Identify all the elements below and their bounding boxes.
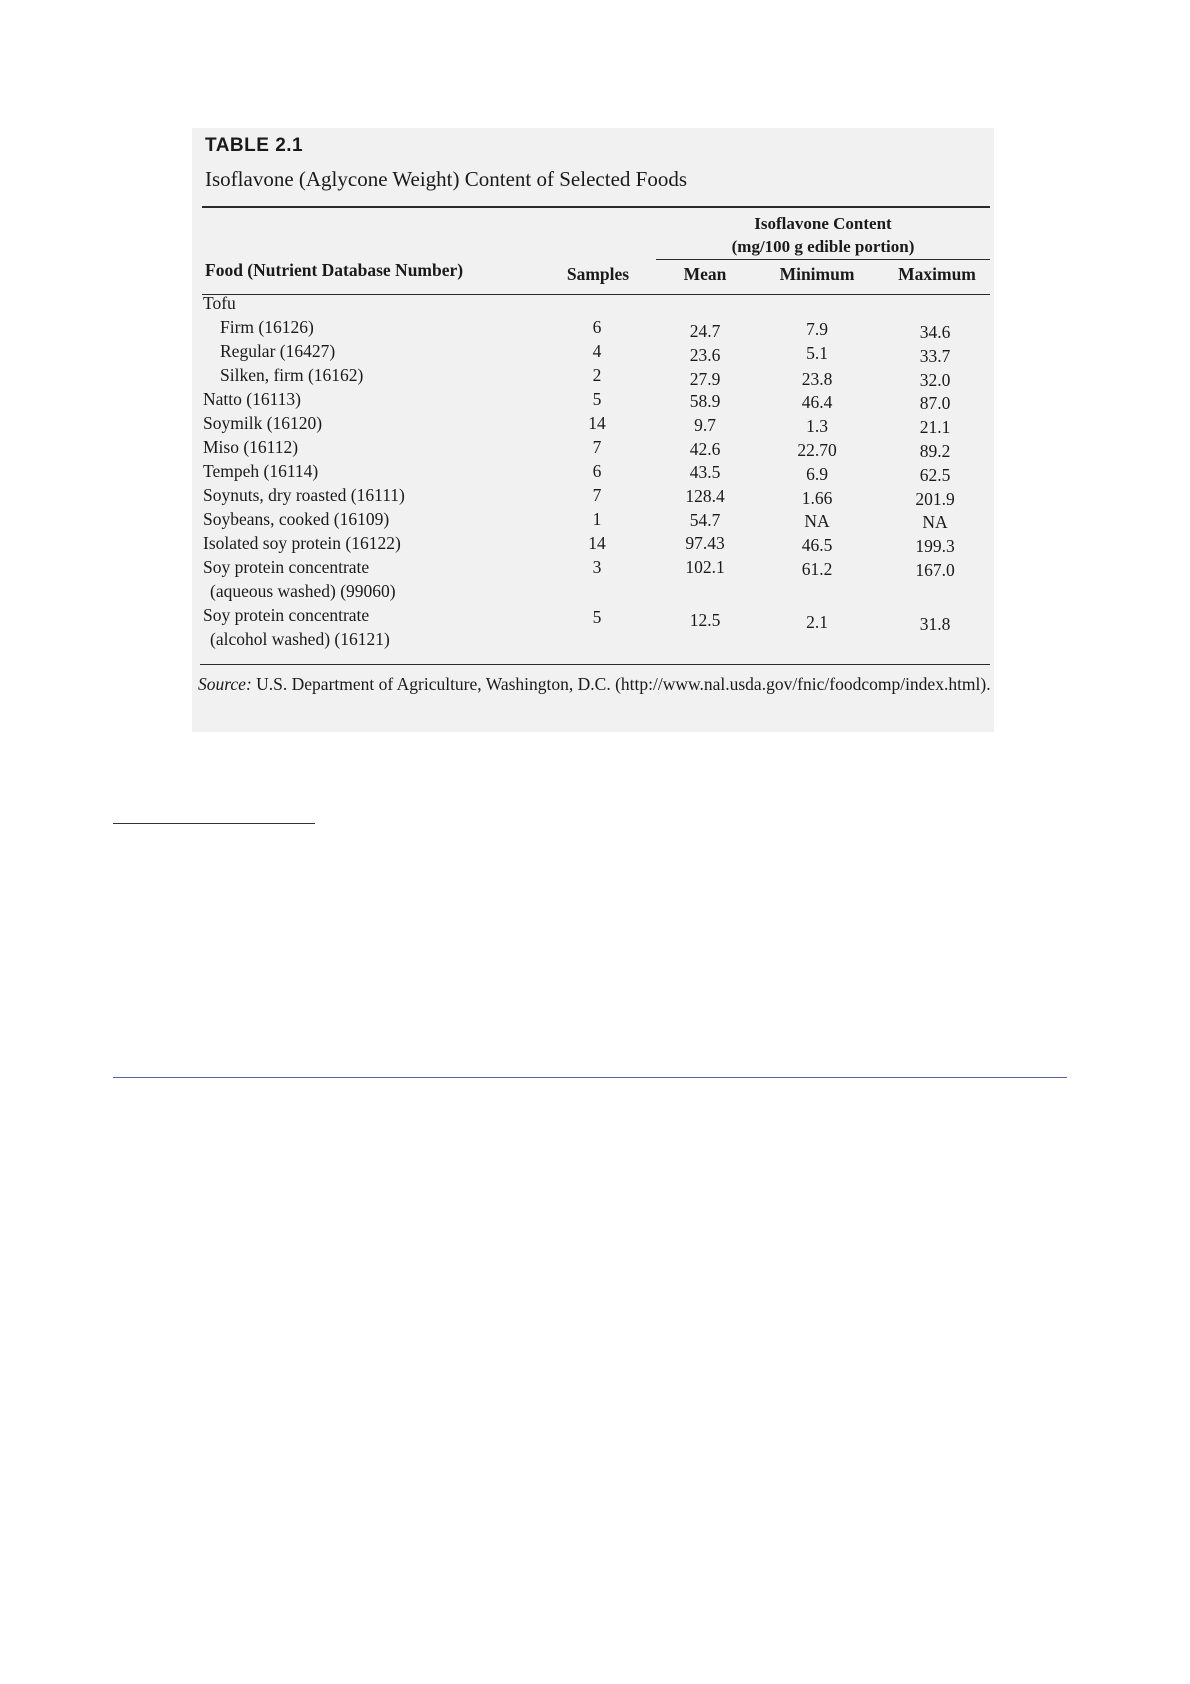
cell-samples: 5 [592,607,602,627]
cell-mean: 12.5 [689,610,721,630]
cell-food: Soybeans, cooked (16109) [203,509,390,529]
table-title: Isoflavone (Aglycone Weight) Content of Selected Foods [205,167,687,191]
table-row [192,531,994,555]
column-header-minimum: Minimum [779,264,855,284]
cell-food: Soymilk (16120) [203,413,323,433]
cell-food-line2: (aqueous washed) (99060) [210,581,396,601]
cell-mean: 43.5 [689,462,721,482]
cell-minimum: 22.70 [797,440,837,460]
cell-samples: 14 [588,533,606,553]
cell-mean: 23.6 [689,345,721,365]
cell-minimum: NA [804,511,830,531]
table-row [192,507,994,531]
cell-mean: 97.43 [685,533,725,553]
cell-minimum: 46.5 [801,535,833,555]
column-header-samples: Samples [566,264,630,284]
table-row [192,483,994,507]
table-row [192,603,994,651]
cell-minimum: 7.9 [806,319,828,339]
table-row [192,363,994,390]
cell-samples: 2 [592,365,602,385]
cell-mean: 128.4 [685,486,725,506]
top-rule [202,206,990,208]
cell-food: Tofu [203,293,236,313]
cell-maximum: 33.7 [919,346,951,366]
table-row [192,459,994,483]
cell-mean: 27.9 [689,369,721,389]
cell-samples: 3 [592,557,602,577]
table-row [192,339,994,366]
cell-mean: 24.7 [689,321,721,341]
cell-maximum: 31.8 [919,614,951,634]
table-row [192,315,994,342]
cell-food: Miso (16112) [203,437,299,457]
cell-mean: 102.1 [685,557,725,577]
cell-samples: 7 [592,437,602,457]
cell-samples: 1 [592,509,602,529]
source-label: Source: [198,674,252,694]
table-row [192,411,994,435]
cell-food: Silken, firm (16162) [220,365,364,385]
column-header-maximum: Maximum [898,264,976,284]
cell-minimum: 5.1 [806,343,828,363]
table-scan-image [192,128,994,732]
cell-food: Regular (16427) [220,341,336,361]
cell-food: Tempeh (16114) [203,461,319,481]
cell-minimum: 1.66 [801,488,833,508]
cell-samples: 14 [588,413,606,433]
cell-maximum: 199.3 [915,536,955,556]
column-header-food: Food (Nutrient Database Number) [205,260,464,280]
cell-mean: 42.6 [689,439,721,459]
cell-maximum: 21.1 [919,417,951,437]
cell-samples: 5 [592,389,602,409]
cell-food: Natto (16113) [203,389,302,409]
cell-maximum: 167.0 [915,560,955,580]
cell-mean: 9.7 [694,415,716,435]
cell-minimum: 6.9 [806,464,828,484]
cell-food-line2: (alcohol washed) (16121) [210,629,390,649]
cell-minimum: 61.2 [801,559,833,579]
cell-mean: 54.7 [689,510,721,530]
source-text: U.S. Department of Agriculture, Washington, D.C. (http://www.nal.usda.gov/fnic/foodcomp/index.html). [256,674,991,694]
cell-maximum: 201.9 [915,489,955,509]
cell-samples: 4 [592,341,602,361]
cell-minimum: 46.4 [801,392,833,412]
footnote-separator [113,823,315,824]
cell-maximum: 34.6 [919,322,951,342]
group-header [656,212,990,258]
cell-food: Firm (16126) [220,317,314,337]
column-header-mean: Mean [683,264,727,284]
cell-maximum: 87.0 [919,393,951,413]
group-header-line2: (mg/100 g edible portion) [731,237,915,256]
table-number: TABLE 2.1 [205,135,304,156]
cell-food: Soy protein concentrate [203,557,370,577]
cell-maximum: 89.2 [919,441,951,461]
cell-samples: 6 [592,461,602,481]
group-rule [656,259,990,260]
table-row [192,387,994,411]
table-source-note [198,672,992,697]
cell-maximum: NA [922,512,948,532]
cell-samples: 6 [592,317,602,337]
cell-maximum: 62.5 [919,465,951,485]
cell-maximum: 32.0 [919,370,951,390]
cell-food: Isolated soy protein (16122) [203,533,401,553]
cell-food: Soynuts, dry roasted (16111) [203,485,405,505]
cell-samples: 7 [592,485,602,505]
horizontal-divider [113,1077,1067,1078]
group-header-line1: Isoflavone Content [754,214,892,233]
cell-minimum: 2.1 [806,612,828,632]
cell-minimum: 1.3 [806,416,828,436]
table-row [192,435,994,459]
cell-minimum: 23.8 [801,369,833,389]
table-row [192,555,994,603]
bottom-rule [200,664,990,665]
cell-food: Soy protein concentrate [203,605,370,625]
table-row [192,291,994,315]
cell-mean: 58.9 [689,391,721,411]
